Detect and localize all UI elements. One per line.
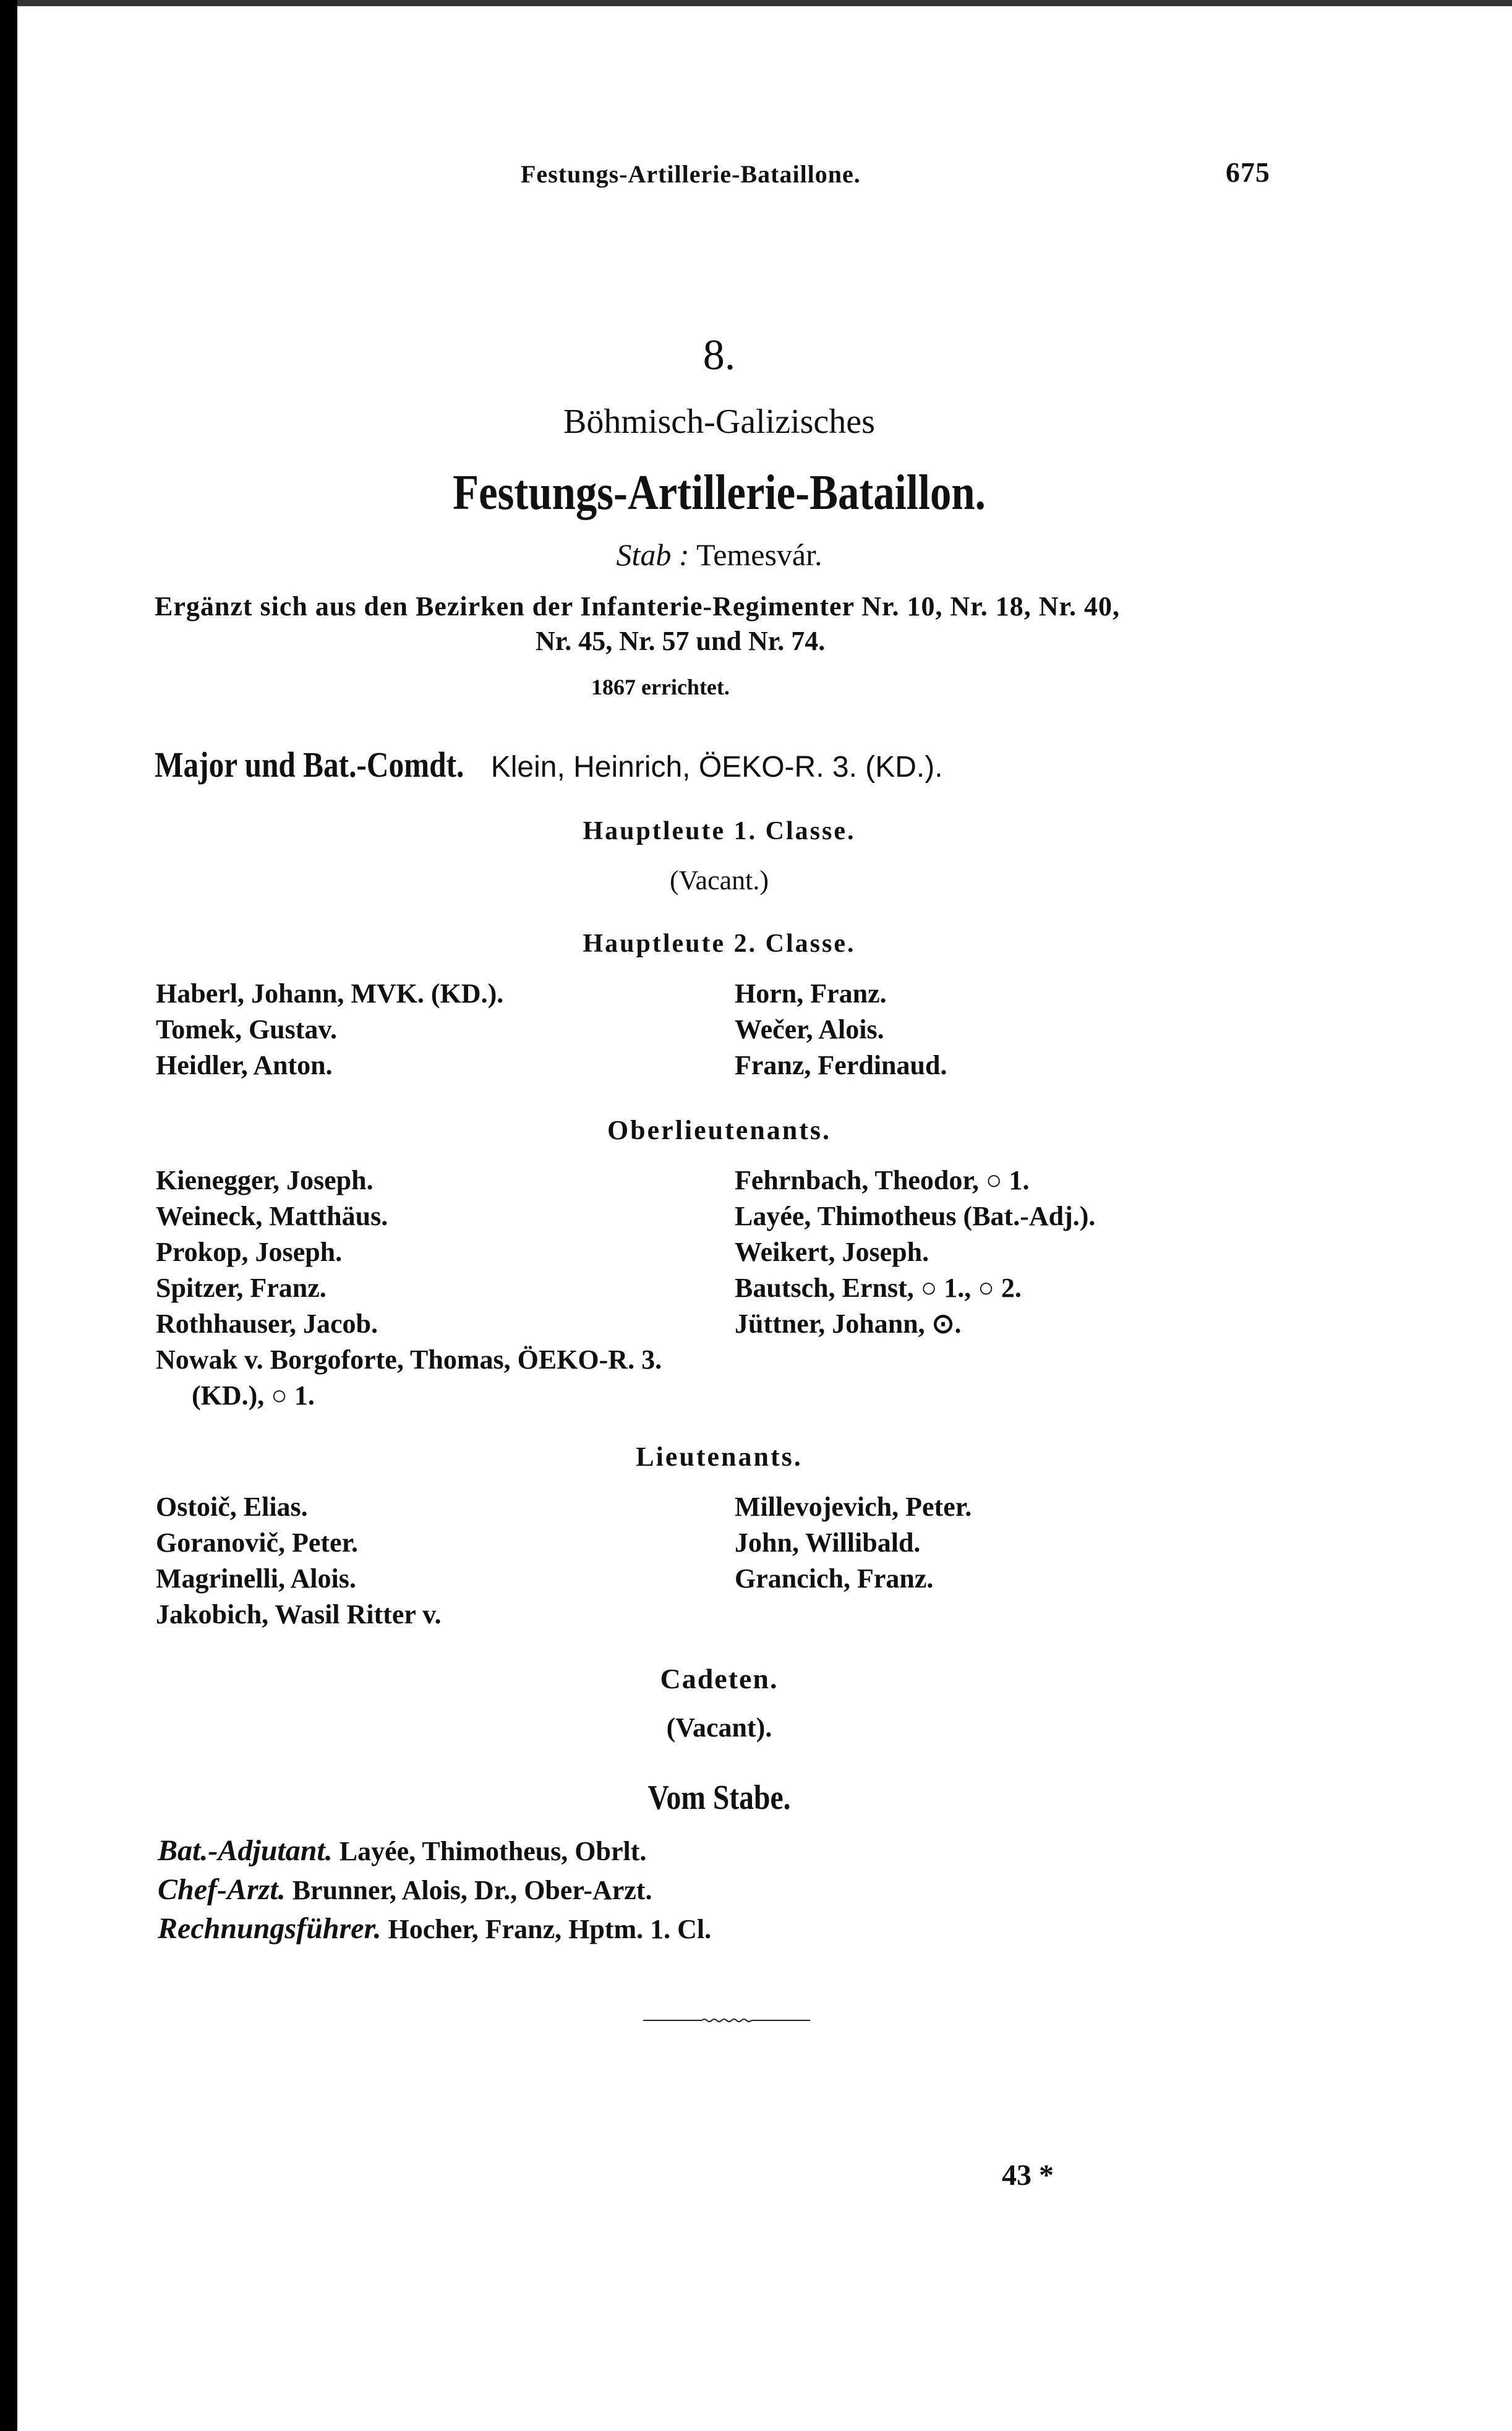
staff-role: Chef-Arzt. bbox=[158, 1873, 286, 1906]
list-item: Nowak v. Borgoforte, Thomas, ÖEKO-R. 3. bbox=[156, 1344, 662, 1375]
staff-role: Rechnungsführer. bbox=[158, 1912, 382, 1945]
list-item: Ostoič, Elias. bbox=[156, 1492, 308, 1522]
list-item: Millevojevich, Peter. bbox=[735, 1492, 972, 1522]
oberlieutenants-right bbox=[735, 1163, 1095, 1342]
staff-entry bbox=[158, 1871, 711, 1910]
unit-title: Festungs-Artillerie-Bataillon. bbox=[453, 466, 986, 520]
list-item: Weikert, Joseph. bbox=[735, 1237, 929, 1267]
list-item: Spitzer, Franz. bbox=[156, 1273, 327, 1303]
list-item: (KD.), ○ 1. bbox=[192, 1380, 315, 1411]
vom-stabe-list bbox=[158, 1832, 711, 1949]
signature-mark: 43 * bbox=[1002, 2159, 1054, 2192]
heading-cadeten: Cadeten. bbox=[660, 1663, 779, 1694]
heading-hauptleute-2: Hauptleute 2. Classe. bbox=[583, 929, 856, 958]
list-item: Fehrnbach, Theodor, ○ 1. bbox=[735, 1165, 1030, 1195]
stab-line bbox=[17, 537, 1421, 573]
lieutenants-right bbox=[735, 1489, 972, 1597]
list-item: Tomek, Gustav. bbox=[156, 1014, 338, 1045]
hauptleute-2-left bbox=[156, 976, 503, 1083]
staff-entry bbox=[158, 1832, 711, 1871]
page-number: 675 bbox=[1226, 156, 1270, 188]
founded-line: 1867 errichtet. bbox=[591, 675, 730, 699]
oberlieutenants-left bbox=[156, 1163, 662, 1414]
heading-lieutenants: Lieutenants. bbox=[636, 1442, 803, 1472]
list-item: Jüttner, Johann, ⊙. bbox=[735, 1309, 962, 1339]
commander-line bbox=[155, 744, 943, 785]
staff-name: Layée, Thimotheus, Obrlt. bbox=[339, 1836, 647, 1866]
list-item: Kienegger, Joseph. bbox=[156, 1165, 374, 1195]
commander-label: Major und Bat.-Comdt. bbox=[155, 745, 464, 785]
list-item: Weineck, Matthäus. bbox=[156, 1201, 388, 1231]
recruitment-line-1: Ergänzt sich aus den Bezirken der Infanterie-Regimenter Nr. 10, Nr. 18, Nr. 40, bbox=[155, 591, 1121, 622]
running-title: Festungs-Artillerie-Bataillone. bbox=[521, 160, 861, 188]
list-item: Magrinelli, Alois. bbox=[156, 1563, 356, 1594]
stab-label: Stab : bbox=[616, 537, 690, 572]
staff-role: Bat.-Adjutant. bbox=[158, 1834, 333, 1867]
stab-value: Temesvár. bbox=[696, 537, 822, 572]
ornamental-rule bbox=[643, 2018, 810, 2023]
list-item: Bautsch, Ernst, ○ 1., ○ 2. bbox=[735, 1273, 1022, 1303]
list-item: Grancich, Franz. bbox=[735, 1563, 934, 1594]
recruitment-line-2: Nr. 45, Nr. 57 und Nr. 74. bbox=[536, 626, 826, 656]
unit-number: 8. bbox=[703, 331, 736, 379]
list-item: Heidler, Anton. bbox=[156, 1050, 333, 1080]
unit-subtitle: Böhmisch-Galizisches bbox=[563, 403, 875, 441]
list-item: Layée, Thimotheus (Bat.-Adj.). bbox=[735, 1201, 1096, 1231]
lieutenants-left bbox=[156, 1489, 442, 1633]
commander-name: Klein, Heinrich, ÖEKO-R. 3. (KD.). bbox=[490, 751, 943, 784]
staff-name: Brunner, Alois, Dr., Ober-Arzt. bbox=[292, 1875, 652, 1905]
list-item: Franz, Ferdinaud. bbox=[735, 1050, 947, 1080]
staff-name: Hocher, Franz, Hptm. 1. Cl. bbox=[388, 1914, 712, 1944]
list-item: Horn, Franz. bbox=[735, 978, 887, 1009]
list-item: Wečer, Alois. bbox=[735, 1014, 884, 1045]
list-item: Rothhauser, Jacob. bbox=[156, 1309, 378, 1339]
heading-oberlieutenants: Oberlieutenants. bbox=[607, 1115, 832, 1145]
list-item: Jakobich, Wasil Ritter v. bbox=[156, 1599, 442, 1630]
hauptleute-1-note: (Vacant.) bbox=[669, 865, 769, 895]
heading-hauptleute-1: Hauptleute 1. Classe. bbox=[583, 817, 856, 845]
list-item: Goranovič, Peter. bbox=[156, 1527, 359, 1558]
list-item: John, Willibald. bbox=[735, 1527, 921, 1558]
page-top-edge bbox=[17, 0, 1512, 6]
heading-vom-stabe: Vom Stabe. bbox=[647, 1779, 791, 1817]
cadeten-note: (Vacant). bbox=[666, 1712, 772, 1743]
staff-entry bbox=[158, 1910, 711, 1949]
list-item: Prokop, Joseph. bbox=[156, 1237, 343, 1267]
list-item: Haberl, Johann, MVK. (KD.). bbox=[156, 978, 504, 1009]
hauptleute-2-right bbox=[735, 976, 947, 1083]
